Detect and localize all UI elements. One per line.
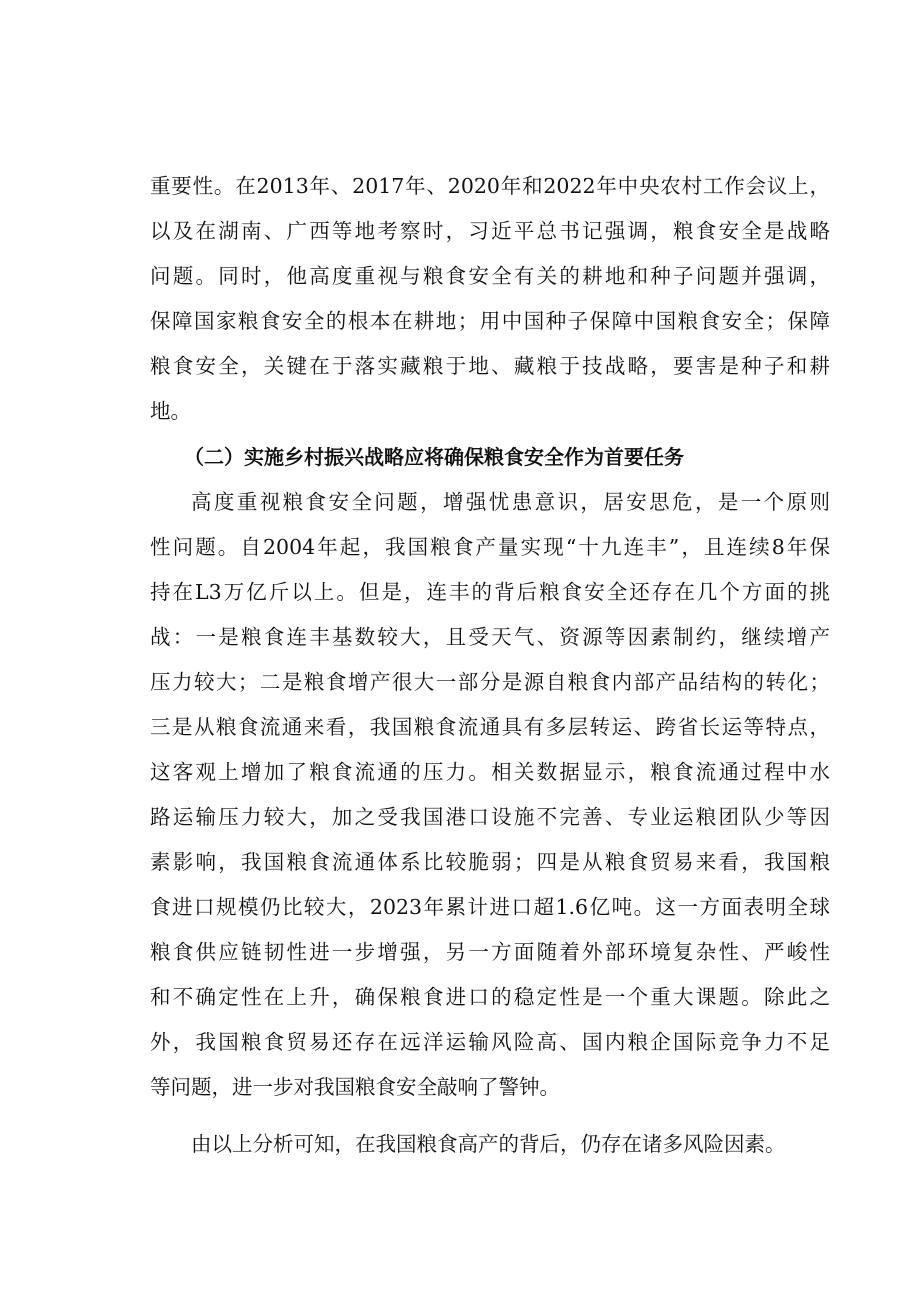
text-line: 压力较大；二是粮食增产很大一部分是源自粮食内部产品结构的转化；: [150, 670, 830, 694]
paragraph-1: [150, 164, 830, 434]
text-line: 和不确定性在上升，确保粮食进口的稳定性是一个重大课题。除此之: [150, 985, 830, 1009]
text-line: 地。: [150, 399, 191, 423]
text-line: 保障国家粮食安全的根本在耕地；用中国种子保障中国粮食安全；保障: [150, 309, 830, 333]
text-line: 粮食安全，关键在于落实藏粮于地、藏粮于技战略，要害是种子和耕: [150, 354, 830, 378]
text-line: 等问题，进一步对我国粮食安全敲响了警钟。: [150, 1075, 560, 1099]
text-line: 高度重视粮食安全问题，增强忧患意识，居安思危，是一个原则: [191, 490, 830, 514]
document-body: [150, 164, 830, 1167]
text-line: 重要性。在2013年、2017年、2020年和2022年中央农村工作会议上，: [150, 174, 830, 198]
text-line: 外，我国粮食贸易还存在远洋运输风险高、国内粮企国际竞争力不足: [150, 1030, 830, 1054]
paragraph-3: [150, 1122, 830, 1167]
text-line: 三是从粮食流通来看，我国粮食流通具有多层转运、跨省长运等特点，: [150, 715, 830, 739]
text-line: 素影响，我国粮食流通体系比较脆弱；四是从粮食贸易来看，我国粮: [150, 850, 830, 874]
text-line: 战：一是粮食连丰基数较大，且受天气、资源等因素制约，继续增产: [150, 625, 830, 649]
text-line: 食进口规模仍比较大，2023年累计进口超1.6亿吨。这一方面表明全球: [150, 895, 830, 919]
text-line: 粮食供应链韧性进一步增强，另一方面随着外部环境复杂性、严峻性: [150, 940, 830, 964]
paragraph-spacer: [150, 1110, 830, 1122]
text-line: 持在L3万亿斤以上。但是，连丰的背后粮食安全还存在几个方面的挑: [150, 580, 830, 604]
text-line: 问题。同时，他高度重视与粮食安全有关的耕地和种子问题并强调，: [150, 264, 830, 288]
text-line: 性问题。自2004年起，我国粮食产量实现“十九连丰”，且连续8年保: [150, 535, 830, 559]
text-line: 这客观上增加了粮食流通的压力。相关数据显示，粮食流通过程中水: [150, 760, 830, 784]
text-line: 路运输压力较大，加之受我国港口设施不完善、专业运粮团队少等因: [150, 805, 830, 829]
text-line: 由以上分析可知，在我国粮食高产的背后，仍存在诸多风险因素。: [191, 1132, 786, 1156]
section-heading: （二）实施乡村振兴战略应将确保粮食安全作为首要任务: [184, 445, 684, 469]
paragraph-2: [150, 480, 830, 1110]
text-line: 以及在湖南、广西等地考察时，习近平总书记强调，粮食安全是战略: [150, 219, 830, 243]
